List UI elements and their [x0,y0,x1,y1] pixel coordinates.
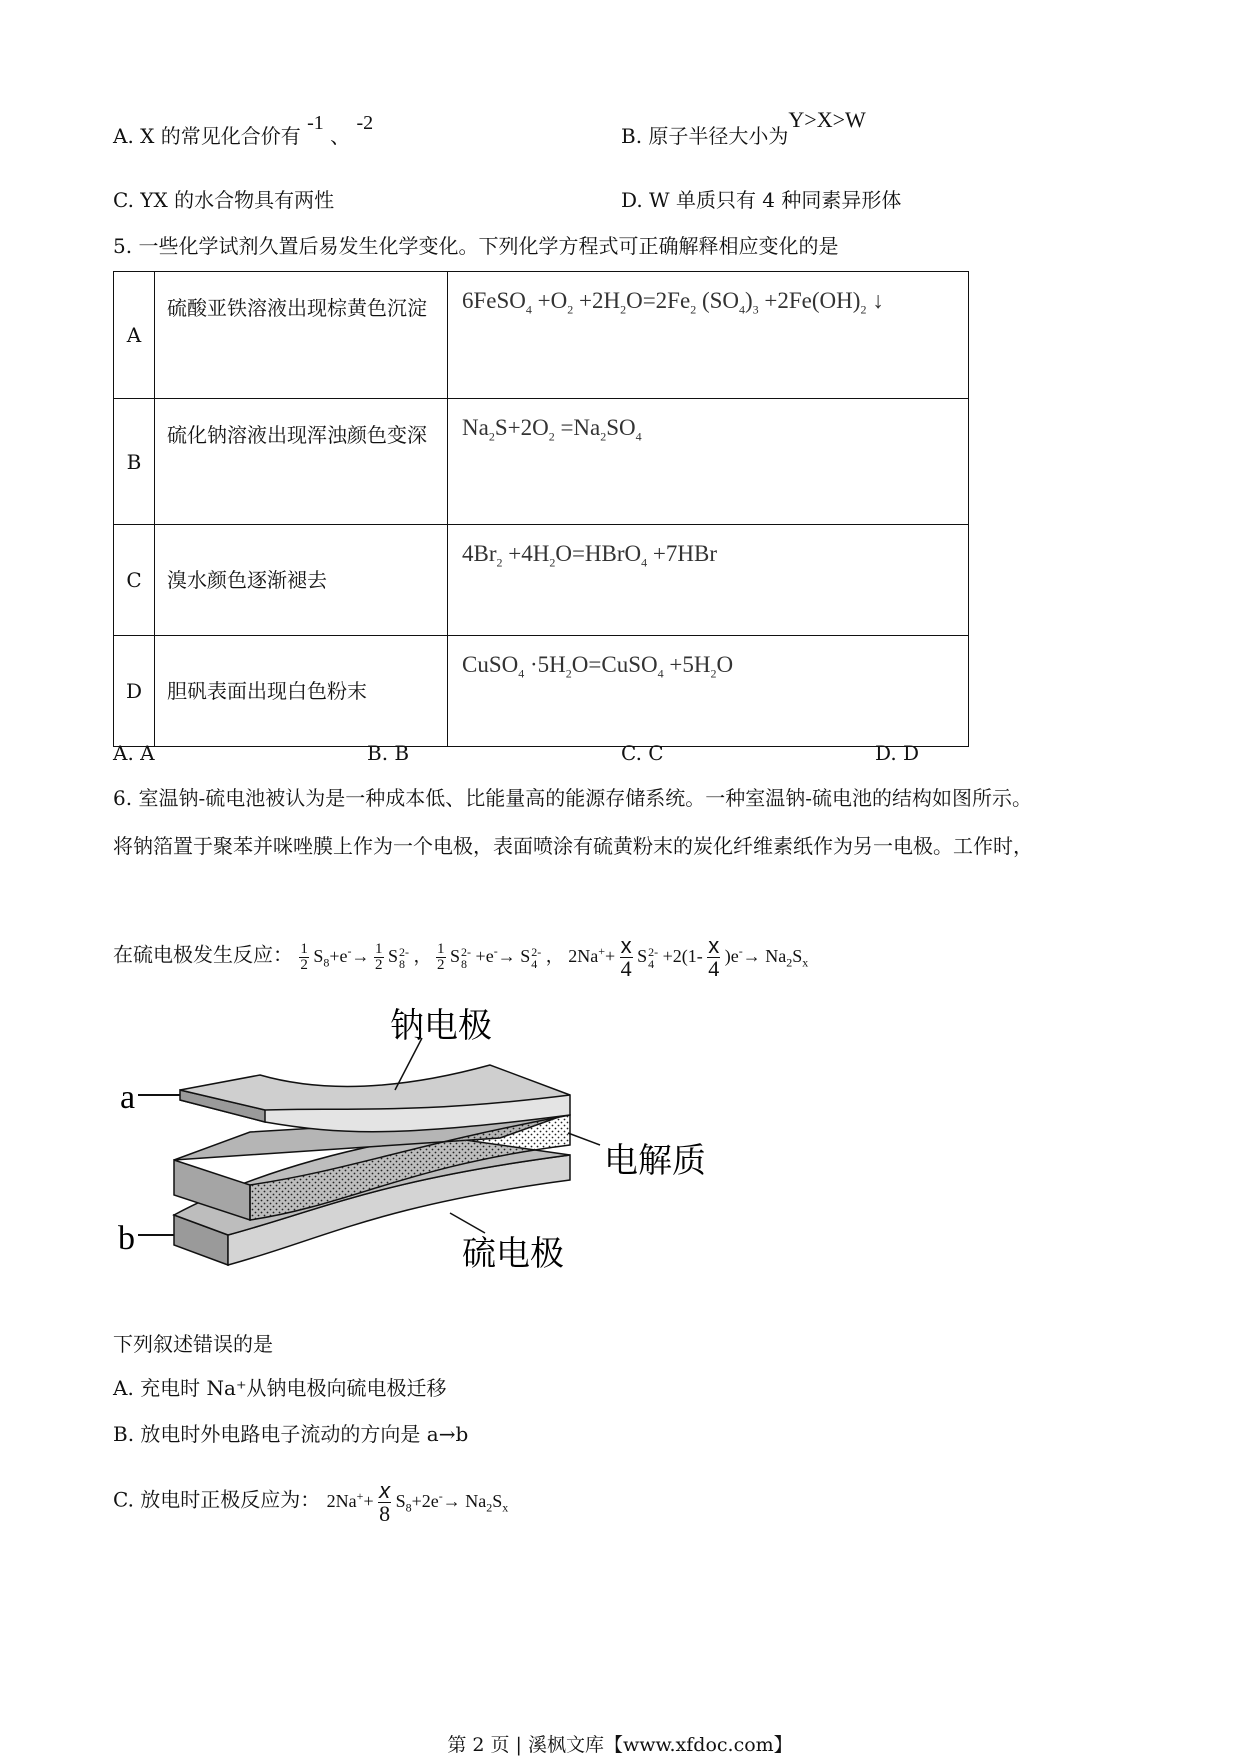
row-equation-d: CuSO$_4$ $\cdot 5H_2O=CuSO_4 +5H_2O$ [448,636,969,747]
q4-option-a-val1: -1 [307,112,324,134]
row-label: A [114,272,155,399]
sulfur-leader-line [450,1213,485,1233]
table-row [114,636,969,747]
q5-option-c: C. C [621,741,664,765]
sulfur-reaction-equations: $\frac{1}{2}$ $S_8+e^-\to$ $\frac{1}{2}$ S 2- 8 ， $\frac{1}{2}$ S 2- 8 +e-→ S 2- 4 ， 2Na++ $\frac{x}{4}$ S 2- 4 +2(1- $\frac{x}{4}$ )$e^-\to Na_2S_x$ [300,933,809,981]
row-equation-c: $4Br_2$ $+4H_2O=HBrO_4 +7HBr$ [448,525,969,636]
q4-option-b-val: Y>X>W [788,107,866,132]
q6-option-c [113,1480,508,1525]
battery-diagram [110,995,730,1295]
q4-option-b [621,107,866,149]
table-row [114,399,969,525]
q5-option-a: A. A [113,741,155,765]
q4-option-d: D. W 单质只有 4 种同素异形体 [621,188,902,212]
q4-option-a-text: A. X 的常见化合价有 [113,124,301,148]
q6-stem-line2: 将钠箔置于聚苯并咪唑膜上作为一个电极，表面喷涂有硫黄粉末的炭化纤维素纸作为另一电极。工作时， [113,834,1033,858]
row-description: 胆矾表面出现白色粉末 [155,636,448,747]
q6-reaction-line [113,935,808,980]
q6-option-b: B. 放电时外电路电子流动的方向是 a→b [113,1422,469,1446]
q4-option-c: C. YX 的水合物具有两性 [113,188,335,212]
page-footer: 第 2 页 | 溪枫文库【www.xfdoc.com】 [447,1734,793,1756]
q6-stem-line1: 6. 室温钠-硫电池被认为是一种成本低、比能量高的能源存储系统。一种室温钠-硫电池的结构如图所示。 [113,786,1032,810]
row-description: 硫酸亚铁溶液出现棕黄色沉淀 [155,272,448,399]
q5-stem: 5. 一些化学试剂久置后易发生化学变化。下列化学方程式可正确解释相应变化的是 [113,234,839,258]
q5-table [113,271,969,747]
sodium-electrode-label: 钠电极 [390,1006,492,1046]
q4-option-a-sep: 、 [330,124,351,148]
row-description: 硫化钠溶液出现浑浊颜色变深 [155,399,448,525]
q4-option-a [113,112,374,149]
terminal-a-label: a [120,1079,136,1116]
sodium-electrode-shape [180,1065,570,1132]
q4-option-b-text: B. 原子半径大小为 [621,124,789,148]
q6-option-c-prefix: C. 放电时正极反应为： [113,1487,321,1512]
q5-option-d: D. D [875,741,920,765]
row-equation-b: $Na_2S+2O_2 =Na_2SO_4$ [448,399,969,525]
q5-option-b: B. B [367,741,410,765]
row-equation-a: 6FeSO$_4$ $+O_2 +2H_2O=2Fe_2$ $(SO_4)_3 +2Fe(OH)_2$ ↓ [448,272,969,399]
table-row [114,525,969,636]
sulfur-electrode-label: 硫电极 [462,1234,564,1274]
q6-option-c-equation: 2Na++ $\frac{x}{8}$ $S_8+2e^-\to Na_2S_x$ [326,1478,509,1526]
row-label: C [114,525,155,636]
electrolyte-label: 电解质 [604,1141,706,1181]
row-description: 溴水颜色逐渐褪去 [155,525,448,636]
table-row [114,272,969,399]
row-label: B [114,399,155,525]
row-label: D [114,636,155,747]
electrolyte-leader-line [568,1133,600,1145]
q6-prompt: 下列叙述错误的是 [113,1332,273,1356]
terminal-b-label: b [118,1220,135,1257]
q6-option-a: A. 充电时 Na⁺从钠电极向硫电极迁移 [113,1376,447,1400]
q6-reaction-intro: 在硫电极发生反应： [113,942,293,967]
q4-option-a-val2: -2 [356,112,374,134]
